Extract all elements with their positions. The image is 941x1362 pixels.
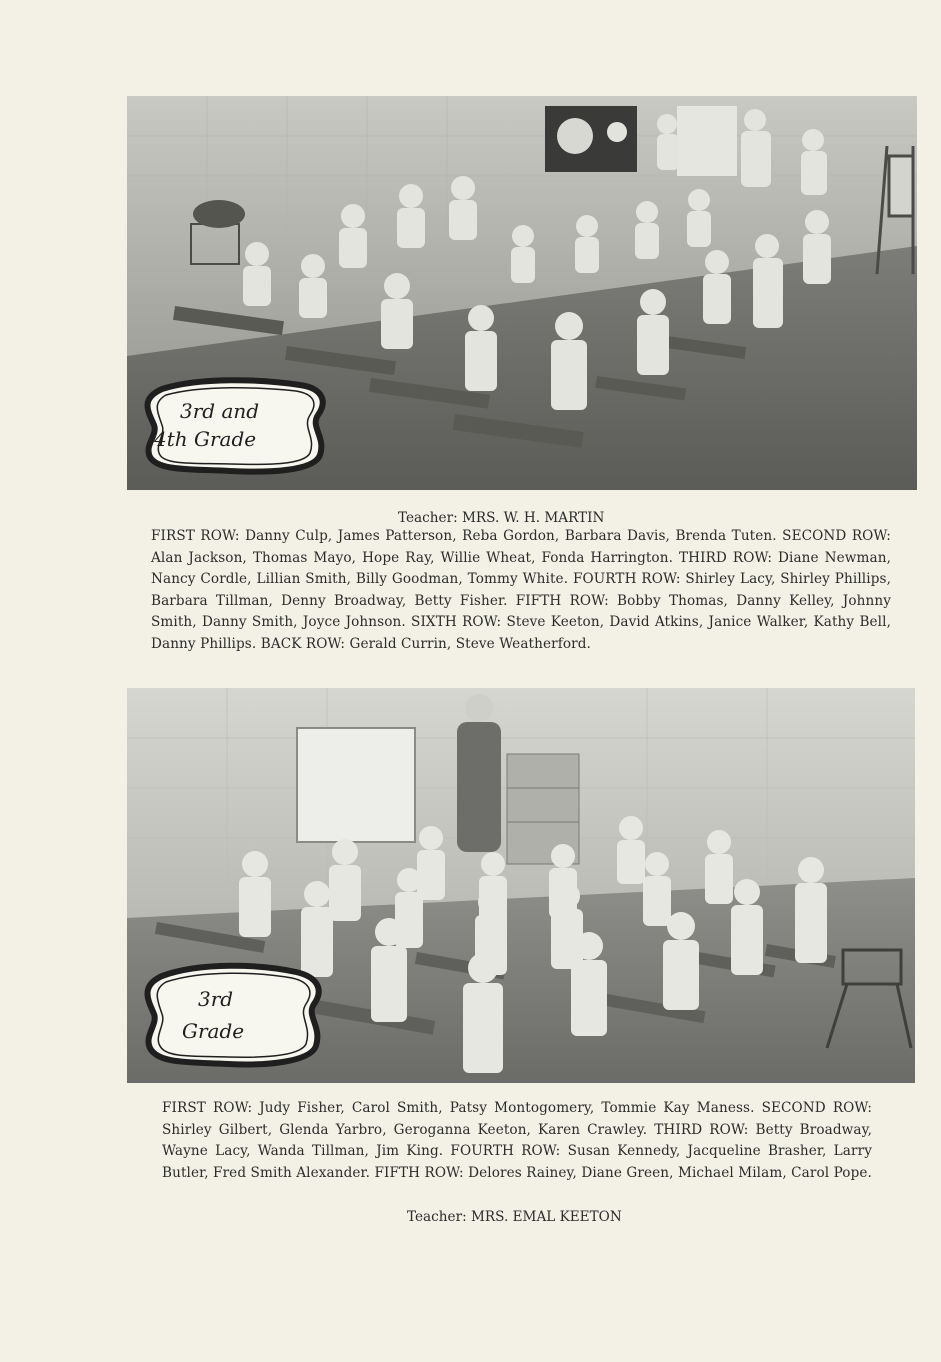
teacher-name: Teacher: MRS. W. H. MARTIN bbox=[398, 510, 605, 526]
grade-label-bubble bbox=[142, 960, 328, 1070]
grade-label-line1: 3rd bbox=[198, 987, 234, 1011]
grade-label-line1: 3rd and bbox=[180, 399, 260, 423]
grade-label-line2: 4th Grade bbox=[154, 427, 257, 451]
student-list-caption: FIRST ROW: Danny Culp, James Patterson, Reba Gordon, Barbara Davis, Brenda Tuten. SECOND ROW: Alan Jackson, Thomas Mayo, Hope Ray, Willie Wheat, Fonda Harrington. THIRD ROW: Diane Newman, Nancy Cordle, Lillian Smith, Billy Goodman, Tommy White. FOURTH ROW: Shirley Lacy, Shirley Phillips, Barbara Tillman, Denny Broadway, Betty Fisher. FIFTH ROW: Bobby Thomas, Danny Kelley, Johnny Smith, Danny Smith, Joyce Johnson. SIXTH ROW: Steve Keeton, David Atkins, Janice Walker, Kathy Bell, Danny Phillips. BACK ROW: Gerald Currin, Steve Weatherford. bbox=[151, 528, 891, 652]
teacher-name: Teacher: MRS. EMAL KEETON bbox=[407, 1209, 622, 1225]
grade-label-bubble bbox=[140, 375, 336, 477]
student-list-caption: FIRST ROW: Judy Fisher, Carol Smith, Patsy Montogomery, Tommie Kay Maness. SECOND ROW: Shirley Gilbert, Glenda Yarbro, Geroganna Keeton, Karen Crawley. THIRD ROW: Betty Broadway, Wayne Lacy, Wanda Tillman, Jim King. FOURTH ROW: Susan Kennedy, Jacqueline Brasher, Larry Butler, Fred Smith Alexander. FIFTH ROW: Delores Rainey, Diane Green, Michael Milam, Carol Pope. bbox=[162, 1100, 872, 1181]
grade-label-line2: Grade bbox=[182, 1019, 245, 1043]
